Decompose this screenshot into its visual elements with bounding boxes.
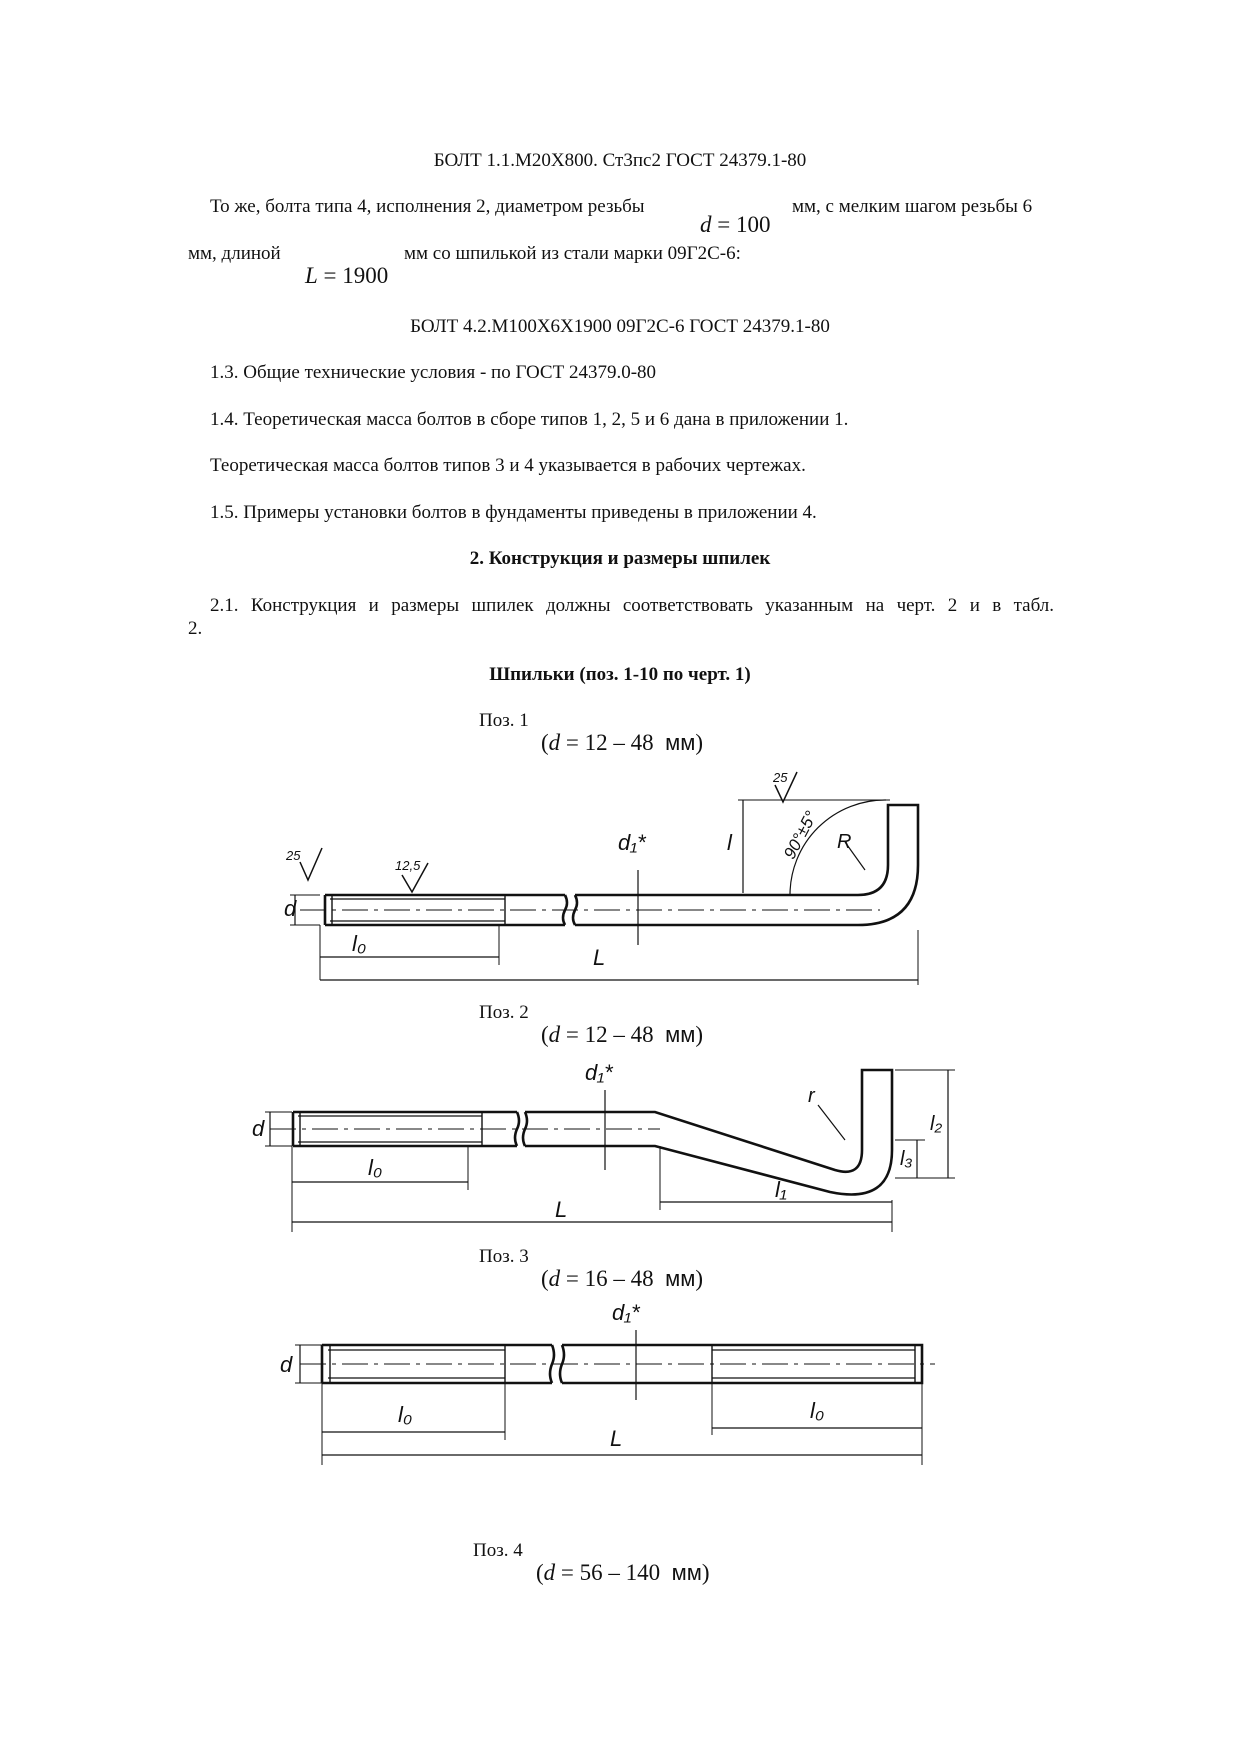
pos1-range: (d = 12 – 48 мм)	[541, 730, 704, 755]
paragraph-same-part-b: мм, с мелким шагом резьбы 6	[792, 196, 1033, 217]
pos2-L-label: L	[555, 1197, 568, 1222]
pos3-label: Поз. 3	[479, 1246, 529, 1267]
pos1-angle-label: 90°±5°	[779, 807, 821, 863]
pos3-d1-label: d₁*	[612, 1300, 640, 1325]
paragraph-2-1: 2.1. Конструкция и размеры шпилек должны соответствовать указанным на черт. 2 и в табл.	[210, 595, 1054, 616]
pos2-r-label: r	[808, 1085, 815, 1107]
formula-L: L = 1900	[305, 263, 389, 288]
paragraph-1-3: 1.3. Общие технические условия - по ГОСТ 24379.0-80	[210, 362, 657, 383]
formula-L-value: 1900	[342, 263, 389, 288]
pos2-l0-label: l₀	[368, 1155, 383, 1180]
pos3-range: (d = 16 – 48 мм)	[541, 1266, 704, 1291]
pos2-d-label: d	[252, 1116, 265, 1141]
pos3-d-label: d	[280, 1352, 293, 1377]
pos2-unit: мм	[665, 1022, 696, 1047]
pos2-label: Поз. 2	[479, 1002, 529, 1023]
pos3-L-label: L	[610, 1426, 623, 1451]
pos2-l2-label: l₂	[930, 1113, 943, 1135]
pos2-range-value: 12 – 48	[584, 1022, 654, 1047]
designation-example-2: БОЛТ 4.2.М100Х6Х1900 09Г2С-6 ГОСТ 24379.1-80	[410, 316, 830, 337]
pos1-d1-label: d₁*	[618, 830, 646, 855]
pos3-unit: мм	[665, 1266, 696, 1291]
pos1-L-label: L	[593, 945, 606, 970]
pos1-l-label: l	[727, 830, 732, 855]
pos1-d-label: d	[284, 896, 297, 921]
paragraph-1-5: 1.5. Примеры установки болтов в фундаменты приведены в приложении 4.	[210, 502, 817, 523]
pos3-range-value: 16 – 48	[584, 1266, 654, 1291]
paragraph-1-4: 1.4. Теоретическая масса болтов в сборе типов 1, 2, 5 и 6 дана в приложении 1.	[210, 409, 849, 430]
pos2-l3-label: l₃	[900, 1148, 913, 1170]
pos3-l0-left-label: l₀	[398, 1402, 413, 1427]
pos4-range: (d = 56 – 140 мм)	[536, 1560, 710, 1585]
studs-heading: Шпильки (поз. 1-10 по черт. 1)	[489, 664, 751, 685]
pos1-rough-125: 12,5	[395, 858, 421, 873]
designation-example-1: БОЛТ 1.1.М20Х800. Ст3пс2 ГОСТ 24379.1-80	[433, 150, 807, 171]
formula-d: d = 100	[700, 212, 771, 237]
pos1-l0-label: l₀	[352, 931, 367, 956]
paragraph-same-part-d: мм со шпилькой из стали марки 09Г2С-6:	[404, 243, 741, 264]
section-2-heading: 2. Конструкция и размеры шпилек	[469, 548, 771, 569]
pos4-unit: мм	[671, 1560, 702, 1585]
pos3-l0-right-label: l₀	[810, 1398, 825, 1423]
pos4-label: Поз. 4	[473, 1540, 523, 1561]
pos1-label: Поз. 1	[479, 710, 529, 731]
formula-d-value: 100	[735, 212, 771, 237]
pos2-l1-label: l₁	[775, 1177, 787, 1202]
pos1-range-value: 12 – 48	[584, 730, 654, 755]
pos2-range: (d = 12 – 48 мм)	[541, 1022, 704, 1047]
paragraph-1-4-b: Теоретическая масса болтов типов 3 и 4 указывается в рабочих чертежах.	[210, 455, 806, 476]
paragraph-2-1-cont: 2.	[188, 618, 203, 639]
pos4-range-value: 56 – 140	[579, 1560, 661, 1585]
pos1-unit: мм	[665, 730, 696, 755]
pos1-R-label: R	[837, 831, 852, 853]
paragraph-same-part-c: мм, длиной	[188, 243, 281, 264]
pos1-rough-25b: 25	[773, 770, 788, 785]
paragraph-same-part-a: То же, болта типа 4, исполнения 2, диаметром резьбы	[210, 196, 645, 217]
pos1-rough-25: 25	[286, 848, 301, 863]
pos2-d1-label: d₁*	[585, 1060, 613, 1085]
